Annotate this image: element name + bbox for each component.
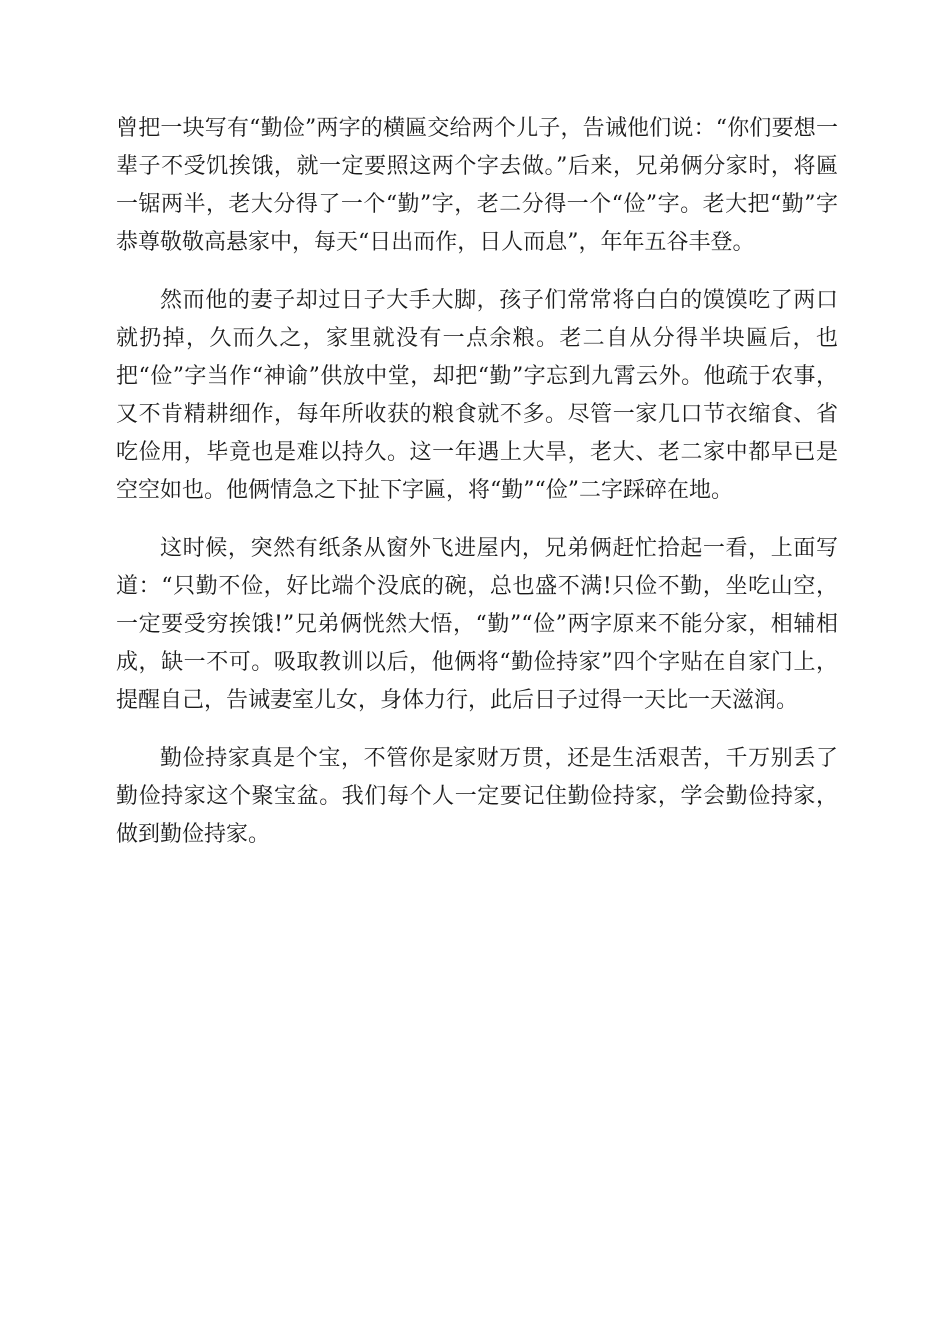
paragraph-2: 然而他的妻子却过日子大手大脚，孩子们常常将白白的馍馍吃了两口就扔掉，久而久之，家里就没有一点余粮。老二自从分得半块匾后，也把“俭”字当作“神谕”供放中堂，却把“勤”字忘到九霄云外。他疏于农事，又不肯精耕细作，每年所收获的粮食就不多。尽管一家几口节衣缩食、省吃俭用，毕竟也是难以持久。这一年遇上大旱，老大、老二家中都早已是空空如也。他俩情急之下扯下字匾，将“勤”“俭”二字踩碎在地。 — [116, 288, 838, 503]
paragraph-4: 勤俭持家真是个宝，不管你是家财万贯，还是生活艰苦，千万别丢了勤俭持家这个聚宝盆。我们每个人一定要记住勤俭持家，学会勤俭持家，做到勤俭持家。 — [116, 746, 838, 847]
paragraph-3: 这时候，突然有纸条从窗外飞进屋内，兄弟俩赶忙拾起一看，上面写道：“只勤不俭，好比端个没底的碗，总也盛不满!只俭不勤，坐吃山空，一定要受穷挨饿!”兄弟俩恍然大悟，“勤”“俭”两字原来不能分家，相辅相成，缺一不可。吸取教训以后，他俩将“勤俭持家”四个字贴在自家门上，提醒自己，告诫妻室儿女，身体力行，此后日子过得一天比一天滋润。 — [116, 536, 838, 713]
paragraph-1: 曾把一块写有“勤俭”两字的横匾交给两个儿子，告诫他们说：“你们要想一辈子不受饥挨饿，就一定要照这两个字去做。”后来，兄弟俩分家时，将匾一锯两半，老大分得了一个“勤”字，老二分得一个“俭”字。老大把“勤”字恭尊敬敬高悬家中，每天“日出而作，日人而息”，年年五谷丰登。 — [116, 116, 838, 255]
document-body — [116, 110, 838, 874]
